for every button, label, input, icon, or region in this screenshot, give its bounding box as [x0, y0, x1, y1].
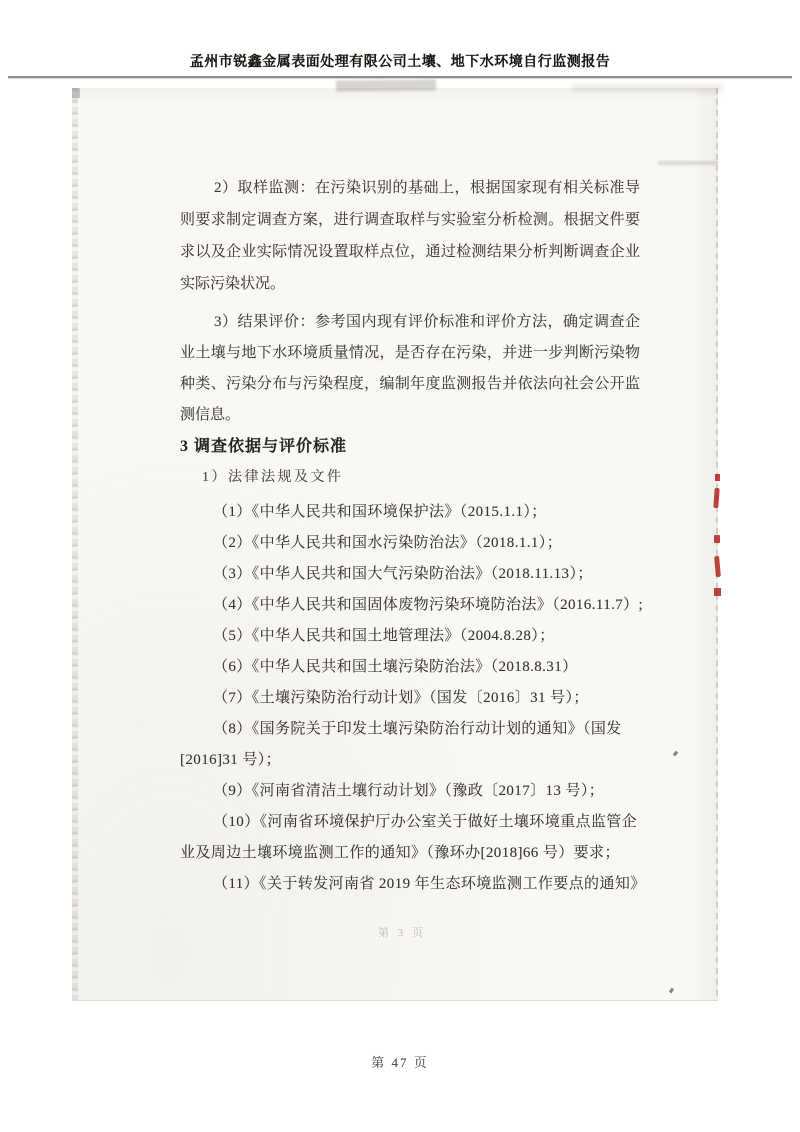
scanned-page [72, 88, 718, 1001]
scan-speck [673, 751, 678, 757]
body-line: 求以及企业实际情况设置取样点位，通过检测结果分析判断调查企业 [180, 244, 640, 260]
reference-line: （6）《中华人民共和国土壤污染防治法》（2018.8.31） [213, 659, 578, 675]
scan-page-number: 第 3 页 [378, 927, 426, 939]
reference-line: （9）《河南省清洁土壤行动计划》（豫政〔2017〕13 号）； [213, 783, 605, 799]
report-header-title: 孟州市锐鑫金属表面处理有限公司土壤、地下水环境自行监测报告 [189, 55, 611, 70]
scan-right-crease [716, 88, 718, 1000]
report-text-block [180, 172, 646, 900]
scan-left-edge [72, 88, 78, 1000]
body-line: 实际污染状况。 [180, 276, 286, 292]
document-page-number: 第 47 页 [371, 1055, 429, 1070]
body-line: 测信息。 [180, 407, 241, 423]
reference-line-continuation: 业及周边土壤环境监测工作的通知》（豫环办[2018]66 号）要求； [180, 845, 620, 861]
section-heading: 3 调查依据与评价标准 [180, 438, 348, 455]
red-margin-mark [714, 588, 721, 596]
body-line: 2）取样监测：在污染识别的基础上，根据国家现有相关标准导 [214, 180, 640, 196]
red-margin-mark [714, 535, 720, 543]
paragraph-result-evaluation [180, 307, 640, 431]
scan-smudge [658, 161, 718, 165]
paragraph-sampling-monitoring [180, 172, 640, 300]
reference-line: （10）《河南省环境保护厅办公室关于做好土壤环境重点监管企 [213, 814, 638, 830]
reference-line: （7）《土壤污染防治行动计划》（国发〔2016〕31 号）； [213, 690, 589, 706]
body-line: 则要求制定调查方案，进行调查取样与实验室分析检测。根据文件要 [180, 212, 640, 228]
header-rule [8, 76, 792, 79]
reference-line: （5）《中华人民共和国土地管理法》（2004.8.28）； [213, 628, 555, 644]
reference-line: （1）《中华人民共和国环境保护法》（2015.1.1）； [213, 504, 547, 520]
list-intro: 1）法律法规及文件 [202, 470, 344, 485]
red-margin-mark [714, 556, 721, 577]
reference-list [180, 497, 646, 900]
reference-line: （3）《中华人民共和国大气污染防治法》（2018.11.13）； [213, 566, 593, 582]
reference-line: （8）《国务院关于印发土壤污染防治行动计划的通知》（国发 [213, 721, 622, 737]
body-line: 种类、污染分布与污染程度，编制年度监测报告并依法向社会公开监 [180, 376, 640, 392]
reference-line: （4）《中华人民共和国固体废物污染环境防治法》（2016.11.7）; [213, 597, 644, 613]
red-margin-mark [713, 488, 719, 508]
scan-smudge [572, 84, 722, 92]
body-line: 3）结果评价：参考国内现有评价标准和评价方法，确定调查企 [214, 314, 640, 330]
body-line: 业土壤与地下水环境质量情况，是否存在污染，并进一步判断污染物 [180, 345, 640, 361]
scan-smudge [336, 79, 436, 91]
red-margin-mark [715, 474, 720, 481]
reference-line-continuation: [2016]31 号）； [180, 752, 282, 768]
scan-speck [669, 988, 674, 994]
reference-line: （2）《中华人民共和国水污染防治法》（2018.1.1）； [213, 535, 563, 551]
reference-line: （11）《关于转发河南省 2019 年生态环境监测工作要点的通知》 [213, 876, 646, 892]
